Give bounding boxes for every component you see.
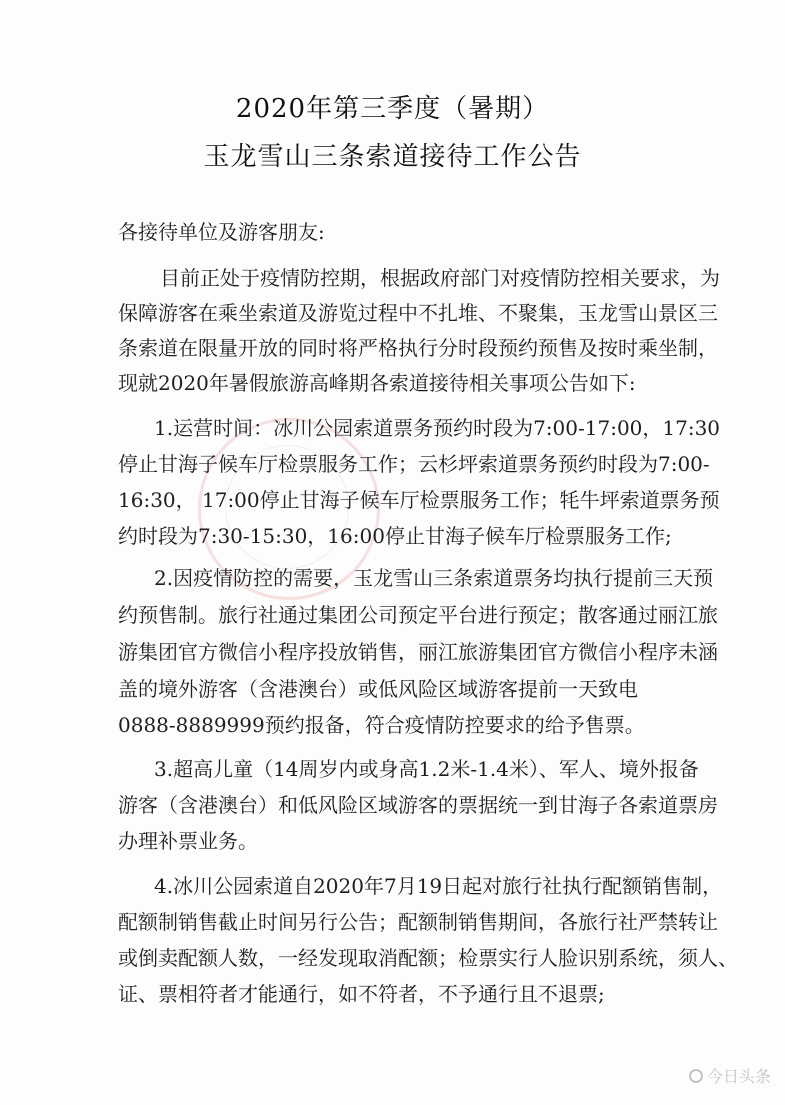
- paragraph-line: 现就2020年暑假旅游高峰期各索道接待相关事项公告如下:: [118, 371, 636, 395]
- paragraph-line: 或倒卖配额人数，一经发现取消配额；检票实行人脸识别系统，须人、: [118, 946, 738, 970]
- paragraph-line: 0888-8889999预约报备，符合疫情防控要求的给予售票。: [118, 713, 645, 737]
- paragraph-line: 目前正处于疫情防控期，根据政府部门对疫情防控相关要求，为: [160, 266, 720, 290]
- title-line-2: 玉龙雪山三条索道接待工作公告: [203, 142, 582, 172]
- paragraph-line: 游客（含港澳台）和低风险区域游客的票据统一到甘海子各索道票房: [118, 793, 718, 817]
- watermark-logo-icon: [689, 1069, 703, 1083]
- paragraph-line: 游集团官方微信小程序投放销售，丽江旅游集团官方微信小程序未涵: [118, 640, 718, 664]
- watermark-text: 今日头条: [706, 1067, 771, 1086]
- paragraph-line: 2.因疫情防控的需要，玉龙雪山三条索道票务均执行提前三天预: [154, 566, 714, 590]
- paragraph-line: 3.超高儿童（14周岁内或身高1.2米-1.4米）、军人、境外报备: [154, 757, 699, 781]
- paragraph-line: 1.运营时间：冰川公园索道票务预约时段为7:00-17:00，17:30: [154, 416, 721, 440]
- watermark: [689, 1064, 771, 1087]
- paragraph-line: 盖的境外游客（含港澳台）或低风险区域游客提前一天致电: [118, 677, 638, 701]
- paragraph-line: 条索道在限量开放的同时将严格执行分时段预约预售及按时乘坐制，: [118, 336, 718, 360]
- title-line-1: 2020年第三季度（暑期）: [235, 94, 550, 124]
- paragraph-line: 4.冰川公园索道自2020年7月19日起对旅行社执行配额销售制，: [154, 874, 723, 898]
- paragraph-line: 证、票相符者才能通行，如不符者，不予通行且不退票;: [118, 982, 605, 1006]
- paragraph-line: 约时段为7:30-15:30，16:00停止甘海子候车厅检票服务工作;: [118, 524, 672, 548]
- paragraph-line: 约预售制。旅行社通过集团公司预定平台进行预定；散客通过丽江旅: [118, 603, 718, 627]
- salutation: 各接待单位及游客朋友:: [118, 220, 325, 244]
- paragraph-line: 配额制销售截止时间另行公告；配额制销售期间，各旅行社严禁转让: [118, 910, 718, 934]
- paragraph-line: 保障游客在乘坐索道及游览过程中不扎堆、不聚集，玉龙雪山景区三: [118, 301, 718, 325]
- paragraph-line: 停止甘海子候车厅检票服务工作；云杉坪索道票务预约时段为7:00-: [118, 452, 710, 476]
- paragraph-line: 16:30， 17:00停止甘海子候车厅检票服务工作；牦牛坪索道票务预: [118, 488, 720, 512]
- paragraph-line: 办理补票业务。: [118, 829, 258, 853]
